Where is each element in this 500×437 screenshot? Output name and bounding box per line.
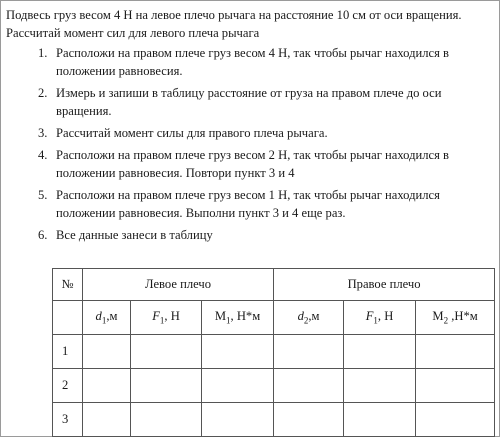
table-cell xyxy=(131,403,202,437)
instruction-step xyxy=(0,226,494,244)
table-row xyxy=(53,403,495,437)
table-cell xyxy=(344,369,416,403)
table-cell xyxy=(274,335,344,369)
data-table xyxy=(52,268,495,437)
instruction-step xyxy=(0,146,494,182)
step-text: Расположи на правом плече груз весом 2 Н, так чтобы рычаг находился в положении равновесия. Повтори пункт 3 и 4 xyxy=(56,148,450,180)
table-row xyxy=(53,335,495,369)
table-cell xyxy=(274,403,344,437)
step-number: 6. xyxy=(38,228,48,242)
empty-header-cell xyxy=(53,301,83,335)
step-number: 2. xyxy=(38,86,48,100)
table-cell xyxy=(344,403,416,437)
m2-header: $М_2$ ,Н*м xyxy=(416,301,495,335)
table-cell xyxy=(131,369,202,403)
instruction-step xyxy=(0,186,494,222)
f1-right-header: $F_1$, Н xyxy=(344,301,416,335)
m1-header: $М_1$, Н*м xyxy=(202,301,274,335)
step-number: 3. xyxy=(38,126,48,140)
f1-header: $F_1$, Н xyxy=(131,301,202,335)
row-number: 1 xyxy=(53,335,83,369)
table-cell xyxy=(83,403,131,437)
table-cell xyxy=(416,335,495,369)
table-cell xyxy=(202,403,274,437)
left-arm-header: Левое плечо xyxy=(83,269,274,301)
row-number: 2 xyxy=(53,369,83,403)
table-cell xyxy=(416,369,495,403)
instruction-step xyxy=(0,84,494,120)
number-header: № xyxy=(53,269,83,301)
table-cell xyxy=(131,335,202,369)
table-cell xyxy=(202,369,274,403)
task-intro: Подвесь груз весом 4 Н на левое плечо рычага на расстояние 10 см от оси вращения. Рассчитай момент сил для левого плеча рычага xyxy=(6,8,462,40)
d2-header: $d_2,м$ xyxy=(274,301,344,335)
instruction-list xyxy=(0,44,494,248)
step-text: Все данные занеси в таблицу xyxy=(56,228,213,242)
table-cell xyxy=(274,369,344,403)
step-number: 5. xyxy=(38,188,48,202)
step-text: Измерь и запиши в таблицу расстояние от груза на правом плече до оси вращения. xyxy=(56,86,442,118)
step-number: 1. xyxy=(38,46,48,60)
step-text: Расположи на правом плече груз весом 4 Н, так чтобы рычаг находился в положении равновесия. xyxy=(56,46,450,78)
d1-header: $d_1,м$ xyxy=(83,301,131,335)
table-cell xyxy=(202,335,274,369)
right-arm-header: Правое плечо xyxy=(274,269,495,301)
table-cell xyxy=(83,369,131,403)
instruction-step xyxy=(0,124,494,142)
step-text: Расположи на правом плече груз весом 1 Н, так чтобы рычаг находился положении равновесия. Выполни пункт 3 и 4 еще раз. xyxy=(56,188,440,220)
table-cell xyxy=(83,335,131,369)
table-row xyxy=(53,369,495,403)
table-cell xyxy=(416,403,495,437)
step-number: 4. xyxy=(38,148,48,162)
table-cell xyxy=(344,335,416,369)
step-text: Рассчитай момент силы для правого плеча рычага. xyxy=(56,126,328,140)
row-number: 3 xyxy=(53,403,83,437)
instruction-step xyxy=(0,44,494,80)
